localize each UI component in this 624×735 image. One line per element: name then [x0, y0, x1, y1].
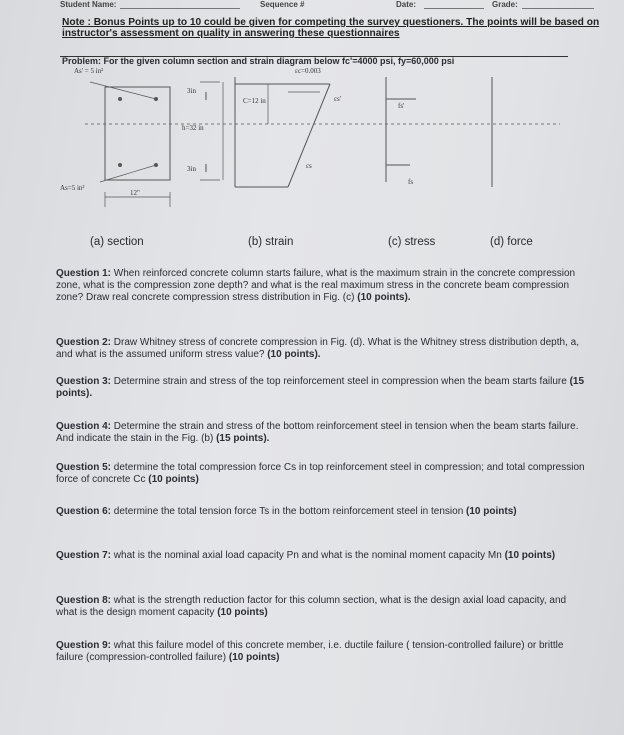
section-outline — [105, 87, 170, 180]
question-text: determine the total compression force Cs in top reinforcement steel in compression; and total compression force of concrete Cc — [56, 462, 585, 486]
student-name-line[interactable] — [120, 8, 240, 9]
question-9 — [56, 640, 586, 664]
sequence-label: Sequence # — [260, 0, 305, 9]
question-text: what is the strength reduction factor for this column section, what is the design axial load capacity, and what is the design moment capacity — [56, 595, 567, 619]
caption-force: (d) force — [490, 236, 533, 248]
question-text: Draw Whitney stress of concrete compression in Fig. (d). What is the Whitney stress distribution depth, a, and what is the assumed uniform stress value? — [56, 337, 579, 361]
question-label: Question 5: — [56, 462, 112, 473]
question-points: (10 points) — [504, 550, 556, 561]
bottom-rebar-left — [118, 163, 122, 167]
question-text: Determine strain and stress of the top reinforcement steel in compression when the beam starts failure — [113, 376, 567, 387]
d-prime-bottom-label: 3in — [187, 165, 196, 173]
top-rebar-left — [118, 97, 122, 101]
question-text: determine the total tension force Ts in the bottom reinforcement steel in tension — [113, 506, 464, 517]
d-prime-top-label: 3in — [187, 87, 196, 95]
student-name-label: Student Name: — [60, 0, 117, 9]
fs-prime-label: fs' — [398, 102, 405, 110]
strain-top-label: εc=0.003 — [295, 67, 321, 75]
question-7 — [56, 550, 586, 562]
strain-profile — [288, 84, 330, 187]
date-line[interactable] — [424, 8, 484, 9]
date-label: Date: — [396, 0, 417, 9]
question-text: Determine the strain and stress of the bottom reinforcement steel in tension when the beam starts failure. And indicate the stain in the Fig. (b) — [56, 421, 579, 445]
question-points: (10 points) — [148, 474, 199, 486]
question-points: (15 points). — [216, 433, 270, 445]
fs-label: fs — [408, 178, 414, 186]
bonus-note: Note : Bonus Points up to 10 could be given for competing the survey questioners. The points will be based on instructor's assessment on quality in answering these questionnaires — [62, 17, 600, 39]
bottom-rebar-leader — [100, 165, 156, 182]
es-prime-label: εs' — [334, 95, 341, 103]
question-points: (10 points). — [267, 349, 321, 361]
question-points: (15 points). — [56, 376, 585, 400]
question-label: Question 2: — [56, 337, 112, 348]
question-text: When reinforced concrete column starts failure, what is the maximum strain in the concrete compression zone, what is the compression zone depth? and what is the real maximum stress in the concrete beam compression zone? Draw real concrete compression stress distribution in Fig. (c) — [56, 268, 576, 304]
es-label: εs — [306, 162, 312, 170]
c-label: C=12 in — [243, 97, 266, 105]
question-label: Question 1: — [56, 268, 112, 279]
question-5 — [56, 462, 586, 486]
question-label: Question 9: — [56, 640, 112, 651]
question-points: (10 points) — [466, 506, 517, 517]
question-text: what this failure model of this concrete member, i.e. ductile failure ( tension-controlled failure) or brittle failure (compression-controlled failure) — [56, 640, 564, 664]
top-rebar-leader — [90, 82, 156, 99]
question-label: Question 8: — [56, 595, 112, 606]
problem-statement: Problem: For the given column section and strain diagram below fc'=4000 psi, fy=60,000 psi — [62, 56, 455, 66]
question-label: Question 7: — [56, 550, 112, 561]
question-points: (10 points) — [228, 652, 280, 664]
question-3 — [56, 376, 586, 400]
caption-stress: (c) stress — [388, 236, 436, 248]
question-label: Question 6: — [56, 506, 112, 517]
question-label: Question 3: — [56, 376, 112, 387]
grade-label: Grade: — [492, 0, 518, 9]
question-8 — [56, 595, 586, 619]
question-4 — [56, 421, 586, 445]
as-bottom-label: As=5 in² — [60, 184, 85, 192]
grade-line[interactable] — [522, 8, 594, 9]
diagram-figure — [60, 62, 580, 242]
question-1 — [56, 268, 586, 305]
question-points: (10 points). — [357, 292, 411, 304]
caption-section: (a) section — [90, 236, 144, 248]
question-6 — [56, 506, 586, 518]
question-points: (10 points) — [217, 607, 268, 619]
width-label: 12" — [130, 189, 140, 197]
question-2 — [56, 337, 586, 361]
question-text: what is the nominal axial load capacity Pn and what is the nominal moment capacity Mn — [113, 550, 502, 561]
question-label: Question 4: — [56, 421, 112, 432]
as-top-label: As' = 5 in² — [74, 67, 104, 75]
caption-strain: (b) strain — [248, 236, 294, 248]
h-label: h=32 in — [182, 124, 204, 132]
column-diagram — [60, 62, 580, 242]
